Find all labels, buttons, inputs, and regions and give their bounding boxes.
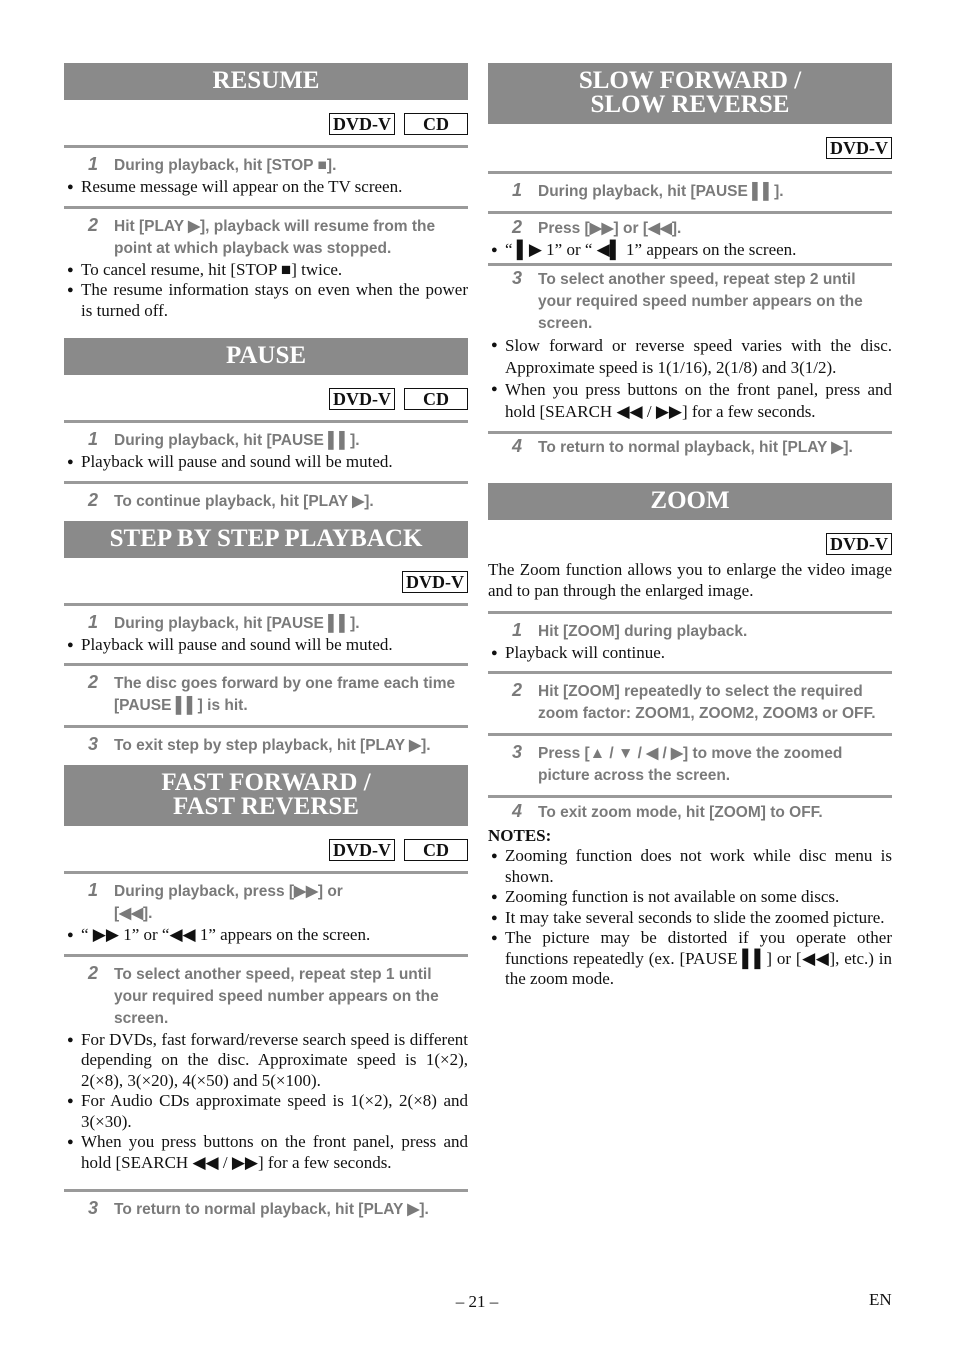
bullet-list <box>64 177 468 198</box>
step-1 <box>64 606 468 635</box>
step-number: 3 <box>511 742 522 762</box>
step-1 <box>64 874 468 925</box>
bullet-item: ● The resume information stays on even when the power is turned off. <box>64 280 468 321</box>
disc-badges <box>64 571 468 593</box>
notes-list <box>488 846 892 990</box>
section-title-resume: RESUME <box>64 63 468 100</box>
step-3 <box>488 266 892 335</box>
step-text: Press [▲ / ▼ / ◀ / ▶] to move the zoomed picture across the screen. <box>538 745 843 784</box>
language-code: EN <box>869 1290 892 1309</box>
step-2 <box>64 957 468 1030</box>
step-number: 2 <box>87 489 98 510</box>
step-number: 1 <box>87 429 98 449</box>
step-text: During playback, hit [STOP ■]. <box>114 157 337 174</box>
badge-cd: CD <box>404 388 468 410</box>
step-4 <box>488 798 892 824</box>
step-1 <box>64 148 468 177</box>
badge-cd: CD <box>404 839 468 861</box>
step-text: During playback, press [▶▶] or [◀◀]. <box>114 883 343 922</box>
step-text: The disc goes forward by one frame each time [PAUSE ▌▌] is hit. <box>114 675 456 714</box>
step-4 <box>488 434 892 459</box>
step-number: 2 <box>511 680 522 700</box>
disc-badges <box>488 137 892 159</box>
step-1 <box>488 174 892 203</box>
step-number: 2 <box>87 962 98 983</box>
step-text: Hit [ZOOM] repeatedly to select the required zoom factor: ZOOM1, ZOOM2, ZOOM3 or OFF. <box>538 683 876 722</box>
title-line: FAST REVERSE <box>173 793 359 820</box>
step-text: To select another speed, repeat step 2 until your required speed number appears on the screen. <box>538 270 863 332</box>
section-title-zoom: ZOOM <box>488 483 892 520</box>
step-text: To exit zoom mode, hit [ZOOM] to OFF. <box>538 804 823 821</box>
step-text: To exit step by step playback, hit [PLAY ▶]. <box>114 737 431 754</box>
step-text: Hit [PLAY ▶], playback will resume from the point at which playback was stopped. <box>114 217 436 257</box>
step-2 <box>64 484 468 513</box>
page-number: – 21 – <box>455 1292 499 1311</box>
badge-dvd-v: DVD-V <box>329 113 395 135</box>
bullet-list <box>64 452 468 473</box>
step-text: During playback, hit [PAUSE ▌▌]. <box>114 614 360 632</box>
step-1 <box>488 614 892 643</box>
bullet-list <box>64 635 468 656</box>
step-2 <box>488 674 892 725</box>
notes-title: NOTES: <box>488 826 552 845</box>
badge-dvd-v: DVD-V <box>402 571 468 593</box>
step-text: To return to normal playback, hit [PLAY ▶]. <box>114 1201 429 1218</box>
section-title-step-by-step: STEP BY STEP PLAYBACK <box>64 521 468 558</box>
step-2 <box>64 666 468 717</box>
step-number: 4 <box>511 435 522 456</box>
section-title-fast-forward <box>64 765 468 826</box>
step-number: 3 <box>87 1198 98 1218</box>
bullet-list <box>64 260 468 322</box>
step-1 <box>64 423 468 452</box>
bullet-list <box>488 335 892 423</box>
section-title-slow-forward <box>488 63 892 124</box>
note-item: ● The picture may be distorted if you operate other functions repeatedly (ex. [PAUSE ▌▌] or [◀◀], etc.) in the zoom mode. <box>488 928 892 990</box>
left-column <box>64 63 468 1221</box>
badge-dvd-v: DVD-V <box>329 839 395 861</box>
step-number: 2 <box>87 672 98 692</box>
note-item: ● Zooming function does not work while disc menu is shown. <box>488 846 892 887</box>
bullet-item: ● Playback will pause and sound will be muted. <box>64 635 468 656</box>
bullet-item: ● When you press buttons on the front panel, press and hold [SEARCH ◀◀ / ▶▶] for a few seconds. <box>64 1132 468 1173</box>
step-3 <box>488 736 892 787</box>
step-number: 1 <box>87 880 98 900</box>
badge-dvd-v: DVD-V <box>329 388 395 410</box>
bullet-item: ● “ ▶▶ 1” or “◀◀ 1” appears on the screen. <box>64 925 468 946</box>
bullet-item: ● “ ▌▶ 1” or “ ◀▌ 1” appears on the screen. <box>488 240 892 261</box>
step-text: To return to normal playback, hit [PLAY ▶]. <box>538 438 853 456</box>
disc-badges <box>488 533 892 555</box>
step-2 <box>488 214 892 240</box>
bullet-list <box>488 240 892 261</box>
step-2 <box>64 209 468 260</box>
bullet-list <box>64 1030 468 1174</box>
bullet-item: ● For Audio CDs approximate speed is 1(×2), 2(×8) and 3(×30). <box>64 1091 468 1132</box>
badge-cd: CD <box>404 113 468 135</box>
step-number: 2 <box>87 214 98 235</box>
step-text: To select another speed, repeat step 1 until your required speed number appears on the screen. <box>114 965 439 1027</box>
step-number: 3 <box>87 734 98 754</box>
note-item: ● It may take several seconds to slide the zoomed picture. <box>488 908 892 929</box>
step-text: To continue playback, hit [PLAY ▶]. <box>114 492 374 510</box>
step-number: 4 <box>511 801 522 821</box>
right-column <box>488 63 892 998</box>
step-number: 1 <box>511 619 522 640</box>
title-line: FAST FORWARD / <box>161 769 371 796</box>
step-number: 1 <box>87 154 98 174</box>
disc-badges <box>64 388 468 410</box>
bullet-item: ● Slow forward or reverse speed varies with the disc. Approximate speed is 1(1/16), 2(1/8) and 3(1/2). <box>488 335 892 379</box>
title-line: SLOW REVERSE <box>590 91 790 118</box>
bullet-list <box>64 925 468 946</box>
badge-dvd-v: DVD-V <box>826 137 892 159</box>
step-text: Hit [ZOOM] during playback. <box>538 622 748 640</box>
step-number: 3 <box>511 267 522 288</box>
section-title-pause: PAUSE <box>64 338 468 375</box>
badge-dvd-v: DVD-V <box>826 533 892 555</box>
step-text: During playback, hit [PAUSE ▌▌]. <box>538 183 784 200</box>
step-text: Press [▶▶] or [◀◀]. <box>538 220 682 237</box>
bullet-item: ● Resume message will appear on the TV screen. <box>64 177 468 198</box>
zoom-intro: The Zoom function allows you to enlarge the video image and to pan through the enlarged image. <box>488 559 892 600</box>
bullet-item: ● Playback will continue. <box>488 643 892 664</box>
disc-badges <box>64 113 468 135</box>
note-item: ● Zooming function is not available on some discs. <box>488 887 892 908</box>
bullet-item: ● Playback will pause and sound will be muted. <box>64 452 468 473</box>
bullet-item: ● To cancel resume, hit [STOP ■] twice. <box>64 260 468 281</box>
step-number: 2 <box>511 217 522 237</box>
bullet-item: ● For DVDs, fast forward/reverse search speed is different depending on the disc. Approximate speed is 1(×2), 2(×8), 3(×20), 4(×50) and 5(×100). <box>64 1030 468 1092</box>
step-number: 1 <box>87 611 98 632</box>
bullet-item: ● When you press buttons on the front panel, press and hold [SEARCH ◀◀ / ▶▶] for a few seconds. <box>488 379 892 423</box>
step-text: During playback, hit [PAUSE ▌▌]. <box>114 432 360 449</box>
disc-badges <box>64 839 468 861</box>
step-number: 1 <box>511 180 522 200</box>
bullet-list <box>488 643 892 664</box>
step-3 <box>64 1192 468 1221</box>
step-3 <box>64 728 468 757</box>
title-line: SLOW FORWARD / <box>578 67 802 94</box>
